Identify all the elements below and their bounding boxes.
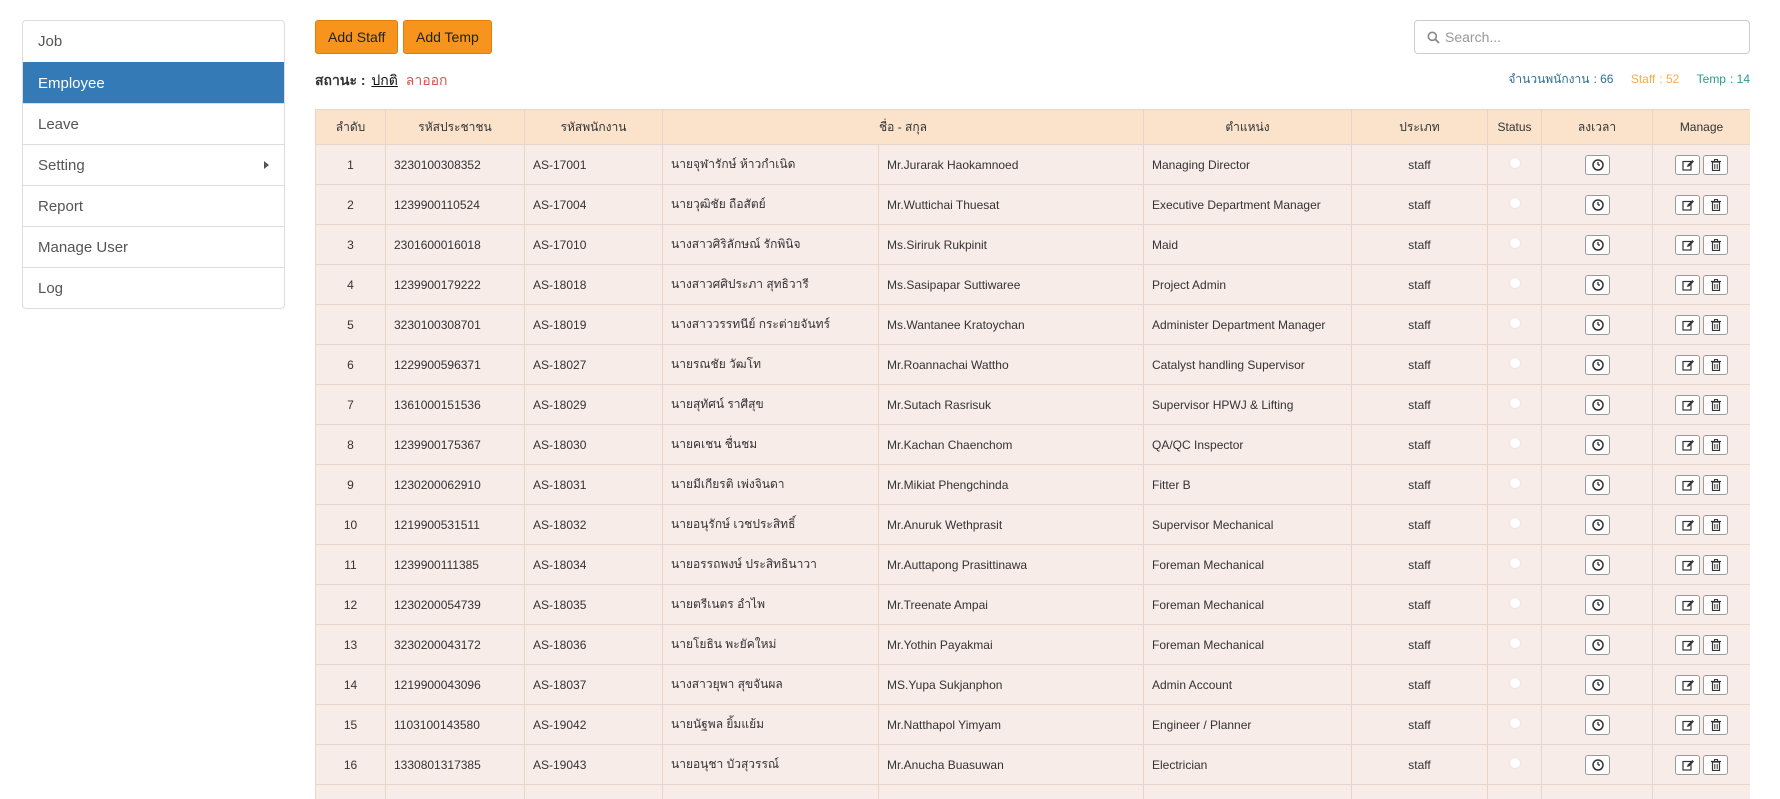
status-indicator: [1509, 477, 1521, 489]
cell-employee-id: AS-18019: [525, 305, 663, 345]
cell-status: [1488, 145, 1542, 185]
cell-name-th: นายรณชัย วัฒโท: [663, 345, 879, 385]
cell-time-log: [1542, 305, 1653, 345]
cell-type: staff: [1352, 345, 1488, 385]
cell-manage: [1653, 385, 1751, 425]
cell-no: 12: [316, 585, 386, 625]
cell-name-en: Mr.Wuttichai Thuesat: [879, 185, 1144, 225]
cell-status: [1488, 345, 1542, 385]
cell-employee-id: AS-17001: [525, 145, 663, 185]
staff-count-value: : 52: [1659, 72, 1679, 86]
cell-status: [1488, 305, 1542, 345]
cell-employee-id: AS-18035: [525, 585, 663, 625]
cell-type: staff: [1352, 545, 1488, 585]
cell-time-log: [1542, 505, 1653, 545]
cell-no: 10: [316, 505, 386, 545]
cell-manage: [1653, 265, 1751, 305]
cell-citizen-id: 2301600016018: [386, 225, 525, 265]
cell-name-en: Mr.Sutach Rasrisuk: [879, 385, 1144, 425]
cell-position: Executive Department Manager: [1144, 185, 1352, 225]
cell-no: 11: [316, 545, 386, 585]
cell-citizen-id: 1361000151536: [386, 385, 525, 425]
status-indicator: [1509, 397, 1521, 409]
cell-type: staff: [1352, 745, 1488, 785]
employee-table: [315, 109, 1750, 799]
time-log-button[interactable]: [1585, 475, 1610, 495]
cell-position: Fitter B: [1144, 465, 1352, 505]
cell-no: 7: [316, 385, 386, 425]
cell-employee-id: AS-18032: [525, 505, 663, 545]
cell-manage: [1653, 545, 1751, 585]
edit-button[interactable]: [1675, 355, 1700, 375]
cell-name-th: นางสาวยุพา สุขจันผล: [663, 665, 879, 705]
status-indicator: [1509, 157, 1521, 169]
cell-manage: [1653, 785, 1751, 799]
cell-status: [1488, 665, 1542, 705]
table-row[interactable]: [316, 225, 1751, 265]
time-log-button[interactable]: [1585, 675, 1610, 695]
cell-no: 13: [316, 625, 386, 665]
cell-position: Supervisor Mechanical: [1144, 505, 1352, 545]
status-indicator: [1509, 517, 1521, 529]
time-log-button[interactable]: [1585, 275, 1610, 295]
delete-button[interactable]: [1703, 355, 1728, 375]
search-box: [1414, 20, 1750, 54]
temp-count-label: Temp: [1697, 72, 1726, 86]
delete-button[interactable]: [1703, 715, 1728, 735]
cell-manage: [1653, 345, 1751, 385]
cell-type: staff: [1352, 505, 1488, 545]
status-indicator: [1509, 317, 1521, 329]
delete-button[interactable]: [1703, 435, 1728, 455]
cell-position: Electrician: [1144, 745, 1352, 785]
edit-button[interactable]: [1675, 235, 1700, 255]
cell-name-en: Mr.Auttapong Prasittinawa: [879, 545, 1144, 585]
cell-no: 2: [316, 185, 386, 225]
search-icon: [1427, 31, 1440, 47]
cell-name-th: นายสุทัศน์ ราศีสุข: [663, 385, 879, 425]
table-row[interactable]: [316, 785, 1751, 799]
cell-time-log: [1542, 425, 1653, 465]
cell-manage: [1653, 665, 1751, 705]
delete-button[interactable]: [1703, 635, 1728, 655]
cell-time-log: [1542, 745, 1653, 785]
cell-name-th: นายวุฒิชัย ถือสัตย์: [663, 185, 879, 225]
cell-type: staff: [1352, 185, 1488, 225]
cell-name-th: นางสาวศิริลักษณ์ รักพินิจ: [663, 225, 879, 265]
cell-name-th: นางสาววรรทนีย์ กระต่ายจันทร์: [663, 305, 879, 345]
edit-button[interactable]: [1675, 555, 1700, 575]
delete-button[interactable]: [1703, 195, 1728, 215]
cell-name-th: นายอนุชา บัวสุวรรณ์: [663, 745, 879, 785]
col-header-status[interactable]: Status: [1488, 110, 1542, 145]
cell-employee-id: [525, 785, 663, 799]
time-log-button[interactable]: [1585, 155, 1610, 175]
time-log-button[interactable]: [1585, 235, 1610, 255]
cell-position: Supervisor HPWJ & Lifting: [1144, 385, 1352, 425]
table-row[interactable]: [316, 705, 1751, 745]
cell-time-log: [1542, 545, 1653, 585]
caret-right-icon: [264, 161, 269, 169]
edit-button[interactable]: [1675, 395, 1700, 415]
delete-button[interactable]: [1703, 155, 1728, 175]
cell-employee-id: AS-18029: [525, 385, 663, 425]
edit-button[interactable]: [1675, 195, 1700, 215]
delete-button[interactable]: [1703, 395, 1728, 415]
status-resigned-link[interactable]: ลาออก: [406, 72, 448, 88]
time-log-button[interactable]: [1585, 715, 1610, 735]
status-indicator: [1509, 557, 1521, 569]
table-row[interactable]: [316, 305, 1751, 345]
cell-name-th: นายจุฬารักษ์ ห้าวกำเนิด: [663, 145, 879, 185]
table-row[interactable]: [316, 625, 1751, 665]
table-row[interactable]: [316, 265, 1751, 305]
sidebar-item-report[interactable]: Report: [23, 185, 284, 226]
col-header-citizen-id[interactable]: รหัสประชาชน: [386, 110, 525, 145]
sidebar-item-setting[interactable]: [23, 144, 284, 185]
cell-manage: [1653, 505, 1751, 545]
cell-position: Foreman Mechanical: [1144, 585, 1352, 625]
delete-button[interactable]: [1703, 555, 1728, 575]
cell-name-en: Mr.Yothin Payakmai: [879, 625, 1144, 665]
cell-citizen-id: 1219900531511: [386, 505, 525, 545]
delete-button[interactable]: [1703, 595, 1728, 615]
status-indicator: [1509, 277, 1521, 289]
sidebar-nav: [22, 20, 285, 309]
table-row[interactable]: [316, 185, 1751, 225]
cell-name-en: Mr.Mikiat Phengchinda: [879, 465, 1144, 505]
cell-no: 8: [316, 425, 386, 465]
cell-name-en: [879, 785, 1144, 799]
cell-employee-id: AS-17010: [525, 225, 663, 265]
sidebar-item-log[interactable]: Log: [23, 267, 284, 308]
cell-position: Managing Director: [1144, 145, 1352, 185]
cell-status: [1488, 745, 1542, 785]
cell-position: Administer Department Manager: [1144, 305, 1352, 345]
status-indicator: [1509, 637, 1521, 649]
cell-status: [1488, 705, 1542, 745]
delete-button[interactable]: [1703, 675, 1728, 695]
col-header-manage[interactable]: Manage: [1653, 110, 1751, 145]
table-row[interactable]: [316, 545, 1751, 585]
cell-name-en: Mr.Roannachai Wattho: [879, 345, 1144, 385]
cell-type: staff: [1352, 225, 1488, 265]
cell-employee-id: AS-18034: [525, 545, 663, 585]
edit-button[interactable]: [1675, 635, 1700, 655]
employee-table-container: [315, 109, 1750, 799]
cell-citizen-id: 3230100308352: [386, 145, 525, 185]
time-log-button[interactable]: [1585, 315, 1610, 335]
status-indicator: [1509, 757, 1521, 769]
table-row[interactable]: [316, 425, 1751, 465]
cell-time-log: [1542, 665, 1653, 705]
delete-button[interactable]: [1703, 315, 1728, 335]
cell-time-log: [1542, 585, 1653, 625]
cell-type: staff: [1352, 305, 1488, 345]
status-filter-label: สถานะ :: [315, 72, 366, 88]
cell-time-log: [1542, 145, 1653, 185]
search-input[interactable]: [1443, 21, 1743, 53]
edit-button[interactable]: [1675, 155, 1700, 175]
table-row[interactable]: [316, 665, 1751, 705]
status-indicator: [1509, 197, 1521, 209]
cell-citizen-id: 3230200043172: [386, 625, 525, 665]
cell-name-en: Ms.Sasipapar Suttiwaree: [879, 265, 1144, 305]
add-temp-button[interactable]: Add Temp: [403, 20, 492, 54]
cell-manage: [1653, 585, 1751, 625]
cell-no: [316, 785, 386, 799]
sidebar-item-employee[interactable]: Employee: [23, 62, 284, 103]
cell-status: [1488, 225, 1542, 265]
edit-button[interactable]: [1675, 595, 1700, 615]
cell-name-en: Mr.Kachan Chaenchom: [879, 425, 1144, 465]
cell-manage: [1653, 705, 1751, 745]
sidebar-item-label: Setting: [38, 157, 85, 174]
status-indicator: [1509, 717, 1521, 729]
sidebar-item-job[interactable]: Job: [23, 21, 284, 62]
cell-type: staff: [1352, 665, 1488, 705]
cell-name-th: นายคเชน ชื่นชม: [663, 425, 879, 465]
cell-no: 3: [316, 225, 386, 265]
time-log-button[interactable]: [1585, 635, 1610, 655]
cell-status: [1488, 505, 1542, 545]
table-header-row: [316, 110, 1751, 145]
cell-name-th: นายนัฐพล ยิ้มแย้ม: [663, 705, 879, 745]
col-header-no[interactable]: ลำดับ: [316, 110, 386, 145]
cell-time-log: [1542, 345, 1653, 385]
delete-button[interactable]: [1703, 515, 1728, 535]
cell-citizen-id: 1330801317385: [386, 745, 525, 785]
status-indicator: [1509, 357, 1521, 369]
cell-manage: [1653, 225, 1751, 265]
status-normal-link[interactable]: ปกติ: [371, 72, 397, 88]
edit-button[interactable]: [1675, 435, 1700, 455]
cell-name-th: นายตรีเนตร อำไพ: [663, 585, 879, 625]
delete-button[interactable]: [1703, 235, 1728, 255]
cell-status: [1488, 545, 1542, 585]
cell-no: 1: [316, 145, 386, 185]
cell-employee-id: AS-17004: [525, 185, 663, 225]
time-log-button[interactable]: [1585, 755, 1610, 775]
add-staff-button[interactable]: Add Staff: [315, 20, 398, 54]
table-row[interactable]: [316, 385, 1751, 425]
sidebar-item-manage-user[interactable]: Manage User: [23, 226, 284, 267]
cell-name-en: MS.Yupa Sukjanphon: [879, 665, 1144, 705]
cell-time-log: [1542, 265, 1653, 305]
cell-name-th: นายอนุรักษ์ เวชประสิทธิ์: [663, 505, 879, 545]
table-row[interactable]: [316, 505, 1751, 545]
cell-no: 5: [316, 305, 386, 345]
edit-button[interactable]: [1675, 475, 1700, 495]
cell-no: 4: [316, 265, 386, 305]
status-indicator: [1509, 597, 1521, 609]
cell-time-log: [1542, 785, 1653, 799]
cell-citizen-id: [386, 785, 525, 799]
cell-position: Engineer / Planner: [1144, 705, 1352, 745]
cell-position: Admin Account: [1144, 665, 1352, 705]
cell-type: staff: [1352, 705, 1488, 745]
delete-button[interactable]: [1703, 275, 1728, 295]
time-log-button[interactable]: [1585, 395, 1610, 415]
cell-position: Foreman Mechanical: [1144, 545, 1352, 585]
cell-type: staff: [1352, 465, 1488, 505]
cell-citizen-id: 1239900110524: [386, 185, 525, 225]
status-indicator: [1509, 437, 1521, 449]
cell-citizen-id: 1103100143580: [386, 705, 525, 745]
time-log-button[interactable]: [1585, 595, 1610, 615]
col-header-time-log[interactable]: ลงเวลา: [1542, 110, 1653, 145]
cell-time-log: [1542, 185, 1653, 225]
sidebar-item-leave[interactable]: Leave: [23, 103, 284, 144]
cell-position: Project Admin: [1144, 265, 1352, 305]
cell-name-en: Mr.Jurarak Haokamnoed: [879, 145, 1144, 185]
cell-citizen-id: 1239900111385: [386, 545, 525, 585]
cell-type: staff: [1352, 625, 1488, 665]
total-count-label: จำนวนพนักงาน: [1508, 72, 1589, 86]
time-log-button[interactable]: [1585, 515, 1610, 535]
table-body: [316, 145, 1751, 799]
delete-button[interactable]: [1703, 475, 1728, 495]
time-log-button[interactable]: [1585, 355, 1610, 375]
cell-status: [1488, 785, 1542, 799]
cell-citizen-id: 1229900596371: [386, 345, 525, 385]
staff-count-label: Staff: [1631, 72, 1655, 86]
status-indicator: [1509, 677, 1521, 689]
cell-no: 16: [316, 745, 386, 785]
cell-name-en: Ms.Siriruk Rukpinit: [879, 225, 1144, 265]
cell-position: Catalyst handling Supervisor: [1144, 345, 1352, 385]
cell-manage: [1653, 425, 1751, 465]
cell-name-th: นายมีเกียรติ เพ่งจินดา: [663, 465, 879, 505]
edit-button[interactable]: [1675, 715, 1700, 735]
edit-button[interactable]: [1675, 275, 1700, 295]
time-log-button[interactable]: [1585, 555, 1610, 575]
employee-counts: [1504, 70, 1750, 89]
col-header-type[interactable]: ประเภท: [1352, 110, 1488, 145]
cell-status: [1488, 465, 1542, 505]
cell-name-en: Mr.Anucha Buasuwan: [879, 745, 1144, 785]
cell-no: 15: [316, 705, 386, 745]
cell-employee-id: AS-19043: [525, 745, 663, 785]
table-row[interactable]: [316, 345, 1751, 385]
cell-employee-id: AS-18031: [525, 465, 663, 505]
cell-time-log: [1542, 705, 1653, 745]
cell-name-th: นางสาวศศิประภา สุทธิวารี: [663, 265, 879, 305]
cell-name-th: [663, 785, 879, 799]
cell-citizen-id: 1239900175367: [386, 425, 525, 465]
edit-button[interactable]: [1675, 515, 1700, 535]
cell-position: Foreman Mechanical: [1144, 625, 1352, 665]
cell-type: staff: [1352, 265, 1488, 305]
cell-position: QA/QC Inspector: [1144, 425, 1352, 465]
cell-status: [1488, 585, 1542, 625]
cell-status: [1488, 185, 1542, 225]
cell-time-log: [1542, 225, 1653, 265]
cell-manage: [1653, 145, 1751, 185]
cell-name-th: นายอรรถพงษ์ ประสิทธินาวา: [663, 545, 879, 585]
cell-type: staff: [1352, 585, 1488, 625]
cell-name-en: Ms.Wantanee Kratoychan: [879, 305, 1144, 345]
time-log-button[interactable]: [1585, 195, 1610, 215]
cell-manage: [1653, 625, 1751, 665]
total-count-value: : 66: [1593, 72, 1613, 86]
cell-position: [1144, 785, 1352, 799]
edit-button[interactable]: [1675, 755, 1700, 775]
cell-name-en: Mr.Anuruk Wethprasit: [879, 505, 1144, 545]
cell-no: 9: [316, 465, 386, 505]
cell-citizen-id: 1230200054739: [386, 585, 525, 625]
cell-no: 6: [316, 345, 386, 385]
cell-type: staff: [1352, 385, 1488, 425]
cell-employee-id: AS-18018: [525, 265, 663, 305]
cell-no: 14: [316, 665, 386, 705]
cell-time-log: [1542, 625, 1653, 665]
cell-employee-id: AS-18036: [525, 625, 663, 665]
time-log-button[interactable]: [1585, 435, 1610, 455]
cell-employee-id: AS-19042: [525, 705, 663, 745]
cell-citizen-id: 3230100308701: [386, 305, 525, 345]
cell-manage: [1653, 185, 1751, 225]
cell-name-en: Mr.Natthapol Yimyam: [879, 705, 1144, 745]
cell-status: [1488, 385, 1542, 425]
cell-status: [1488, 625, 1542, 665]
cell-employee-id: AS-18037: [525, 665, 663, 705]
cell-time-log: [1542, 465, 1653, 505]
table-row[interactable]: [316, 745, 1751, 785]
edit-button[interactable]: [1675, 675, 1700, 695]
cell-status: [1488, 425, 1542, 465]
cell-name-th: นายโยธิน พะยัคใหม่: [663, 625, 879, 665]
cell-type: staff: [1352, 145, 1488, 185]
cell-manage: [1653, 465, 1751, 505]
table-row[interactable]: [316, 585, 1751, 625]
cell-citizen-id: 1219900043096: [386, 665, 525, 705]
cell-time-log: [1542, 385, 1653, 425]
cell-citizen-id: 1239900179222: [386, 265, 525, 305]
cell-type: [1352, 785, 1488, 799]
cell-citizen-id: 1230200062910: [386, 465, 525, 505]
cell-manage: [1653, 305, 1751, 345]
cell-status: [1488, 265, 1542, 305]
col-header-name[interactable]: ชื่อ - สกุล: [663, 110, 1144, 145]
status-filter: [315, 70, 448, 92]
cell-position: Maid: [1144, 225, 1352, 265]
edit-button[interactable]: [1675, 315, 1700, 335]
col-header-employee-id[interactable]: รหัสพนักงาน: [525, 110, 663, 145]
cell-type: staff: [1352, 425, 1488, 465]
temp-count-value: : 14: [1730, 72, 1750, 86]
col-header-position[interactable]: ตำแหน่ง: [1144, 110, 1352, 145]
table-row[interactable]: [316, 465, 1751, 505]
cell-name-en: Mr.Treenate Ampai: [879, 585, 1144, 625]
table-row[interactable]: [316, 145, 1751, 185]
cell-employee-id: AS-18027: [525, 345, 663, 385]
delete-button[interactable]: [1703, 755, 1728, 775]
cell-manage: [1653, 745, 1751, 785]
status-indicator: [1509, 237, 1521, 249]
cell-employee-id: AS-18030: [525, 425, 663, 465]
